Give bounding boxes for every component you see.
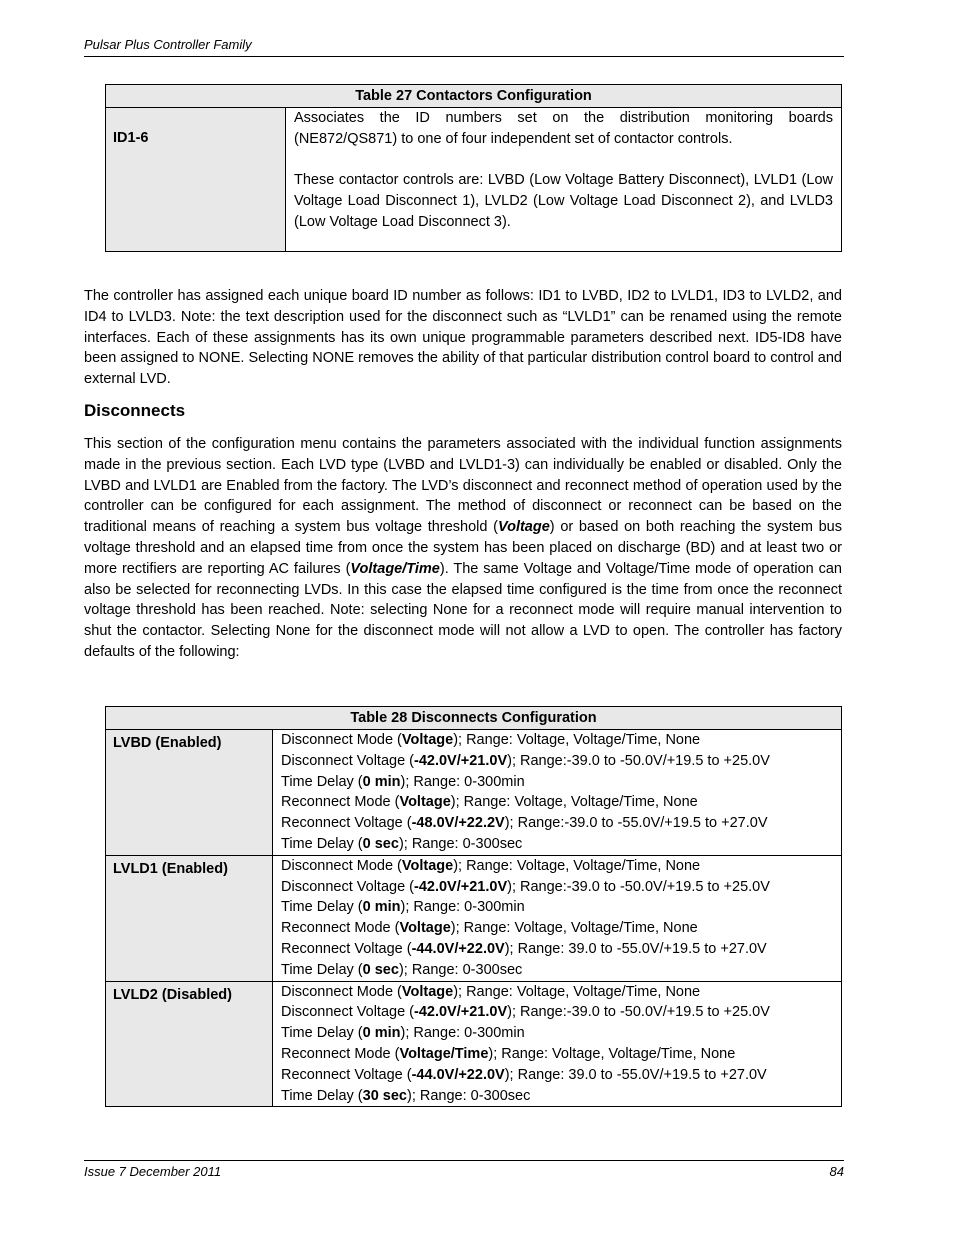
default-value: 0 sec <box>362 961 399 978</box>
row-label: LVLD2 (Disabled) <box>106 981 273 1107</box>
page-footer <box>84 1163 844 1181</box>
default-value: Voltage <box>399 920 451 937</box>
default-value: -42.0V/+21.0V <box>414 878 508 895</box>
text-run: ); Range: Voltage, Voltage/Time, None <box>453 732 701 748</box>
section-heading: Disconnects <box>84 401 186 420</box>
setting-line <box>281 1023 833 1044</box>
row-label: LVLD1 (Enabled) <box>106 855 273 981</box>
default-value: -44.0V/+22.0V <box>411 1066 505 1083</box>
row-settings <box>273 730 842 856</box>
text-run: Disconnect Voltage ( <box>281 878 414 895</box>
default-value: -42.0V/+21.0V <box>414 1004 508 1021</box>
default-value: -42.0V/+21.0V <box>414 752 508 769</box>
text-run: Disconnect Voltage ( <box>281 752 414 769</box>
setting-line <box>281 1002 833 1023</box>
text-run: Reconnect Mode ( <box>281 794 400 811</box>
table-row <box>106 981 842 1107</box>
text-run: Reconnect Voltage ( <box>281 1066 412 1083</box>
text-run: ); Range: Voltage, Voltage/Time, None <box>453 983 701 1000</box>
text-run: ); Range: Voltage, Voltage/Time, None <box>488 1045 736 1062</box>
text-run: ); Range: 39.0 to -55.0V/+19.5 to +27.0V <box>504 940 767 957</box>
text-run: ); Range:-39.0 to -50.0V/+19.5 to +25.0V <box>507 752 770 769</box>
setting-line <box>281 730 833 751</box>
text-run: Time Delay ( <box>281 1087 363 1104</box>
text-run: ); Range: 0-300sec <box>398 835 523 852</box>
default-value: Voltage <box>401 983 454 1000</box>
text-run: Time Delay ( <box>281 835 363 852</box>
text-run: Time Delay ( <box>281 899 363 916</box>
text-run: Time Delay ( <box>281 1025 363 1042</box>
table-row <box>106 855 842 981</box>
setting-line <box>281 792 833 813</box>
text-run: Reconnect Voltage ( <box>281 940 412 957</box>
board-id-paragraph: The controller has assigned each unique board ID number as follows: ID1 to LVBD, ID2 to LVLD1, ID3 to LVLD2, and ID4 to LVLD3. Note: the text description used for the disconnect such as “LVLD1” can be renamed using the remote interfaces. Each of these assignments has its own unique programmable parameters described next. ID5-ID8 have been assigned to NONE. Selecting NONE removes the ability of that particular distribution control board to control and external LVD. <box>84 288 842 388</box>
footer-rule <box>84 1160 844 1161</box>
table-caption: Table 28 Disconnects Configuration <box>106 707 842 730</box>
text-run: Disconnect Voltage ( <box>281 1004 414 1021</box>
text-run: ); Range: Voltage, Voltage/Time, None <box>453 857 701 874</box>
setting-line <box>281 918 833 939</box>
text-run: ); Range: 0-300sec <box>407 1087 531 1104</box>
text-run: Reconnect Mode ( <box>281 920 400 937</box>
page-header: Pulsar Plus Controller Family <box>84 37 252 52</box>
text-run: ); Range: 39.0 to -55.0V/+19.5 to +27.0V <box>504 1066 767 1083</box>
emphasis-voltage-time: Voltage/Time <box>350 560 440 577</box>
text-run: This section of the configuration menu contains the parameters associated with the individual function assignments made in the previous section. Each LVD type (LVBD and LVLD1-3) can individually be enabled or disabled. Only the LVBD and LVLD1 are Enabled from the factory. The LVD’s disconnect and reconnect method of operation used by the controller can be configured for each assignment. The method of disconnect or reconnect can be based on the traditional means of reaching a system bus voltage threshold ( <box>84 436 842 536</box>
issue-date: Issue 7 December 2011 <box>84 1164 222 1179</box>
row-description <box>286 108 842 252</box>
text-run: ); Range:-39.0 to -50.0V/+19.5 to +25.0V <box>507 1004 770 1021</box>
row-settings <box>273 981 842 1107</box>
default-value: -44.0V/+22.0V <box>411 940 505 957</box>
header-rule <box>84 56 844 57</box>
text-run: ); Range: 0-300min <box>400 899 525 916</box>
emphasis-voltage: Voltage <box>497 519 550 536</box>
default-value: Voltage <box>399 794 451 811</box>
contactors-configuration-table <box>105 84 842 252</box>
default-value: 0 min <box>362 899 401 916</box>
text-run: Time Delay ( <box>281 961 363 978</box>
text-run: Reconnect Voltage ( <box>281 815 412 832</box>
disconnects-configuration-table <box>105 706 842 1107</box>
text-run: ); Range: 0-300sec <box>398 961 523 978</box>
text-run: ); Range: 0-300min <box>400 773 525 790</box>
default-value: 30 sec <box>362 1087 407 1104</box>
text-run: Time Delay ( <box>281 773 363 790</box>
setting-line <box>281 1065 833 1086</box>
default-value: -48.0V/+22.2V <box>411 815 505 832</box>
text-run: Disconnect Mode ( <box>281 857 402 874</box>
row-label: LVBD (Enabled) <box>106 730 273 856</box>
page-number: 84 <box>829 1164 844 1179</box>
row-settings <box>273 855 842 981</box>
default-value: Voltage <box>401 857 454 874</box>
setting-line <box>281 939 833 960</box>
setting-line <box>281 897 833 918</box>
default-value: Voltage <box>401 732 454 748</box>
text-run: Reconnect Mode ( <box>281 1045 400 1062</box>
text-run: ); Range:-39.0 to -55.0V/+19.5 to +27.0V <box>504 815 768 832</box>
text-run: ) or based on both reaching the system bus voltage threshold and an elapsed time from once the system has been placed on discharge (BD) and at least two or more rectifiers are reporting AC failures ( <box>84 519 842 577</box>
setting-line <box>281 1086 833 1107</box>
default-value: 0 sec <box>362 835 399 852</box>
disconnects-paragraph <box>84 434 842 663</box>
row-label: ID1-6 <box>106 108 286 252</box>
text-run: ); Range: Voltage, Voltage/Time, None <box>450 794 698 811</box>
setting-line <box>281 1044 833 1065</box>
text-run: ); Range: 0-300min <box>400 1025 525 1042</box>
setting-line <box>281 877 833 898</box>
text-run: ); Range:-39.0 to -50.0V/+19.5 to +25.0V <box>507 878 770 895</box>
setting-line <box>281 856 833 877</box>
setting-line <box>281 834 833 855</box>
setting-line <box>281 751 833 772</box>
default-value: 0 min <box>362 1025 401 1042</box>
table-row <box>106 108 842 252</box>
description-paragraph: These contactor controls are: LVBD (Low Voltage Battery Disconnect), LVLD1 (Low Voltage Load Disconnect 1), LVLD2 (Low Voltage Load Disconnect 2), and LVLD3 (Low Voltage Load Disconnect 3). <box>294 172 833 230</box>
description-paragraph: Associates the ID numbers set on the distribution monitoring boards (NE872/QS871) to one of four independent set of contactor controls. <box>294 110 833 147</box>
setting-line <box>281 960 833 981</box>
setting-line <box>281 813 833 834</box>
default-value: 0 min <box>362 773 401 790</box>
text-run: ); Range: Voltage, Voltage/Time, None <box>450 920 698 937</box>
default-value: Voltage/Time <box>399 1045 489 1062</box>
text-run: ). The same Voltage and Voltage/Time mode of operation can also be selected for reconnecting LVDs. In this case the elapsed time configured is the time from once the reconnect voltage threshold has been reached. Note: selecting None for a reconnect mode will require manual intervention to shut the contactor. Selecting None for the disconnect mode will not allow a LVD to open. The controller has factory defaults of the following: <box>84 560 842 660</box>
setting-line <box>281 982 833 1003</box>
table-caption: Table 27 Contactors Configuration <box>106 85 842 108</box>
table-row <box>106 730 842 856</box>
text-run: Disconnect Mode ( <box>281 983 402 1000</box>
text-run: Disconnect Mode ( <box>281 732 402 748</box>
setting-line <box>281 772 833 793</box>
